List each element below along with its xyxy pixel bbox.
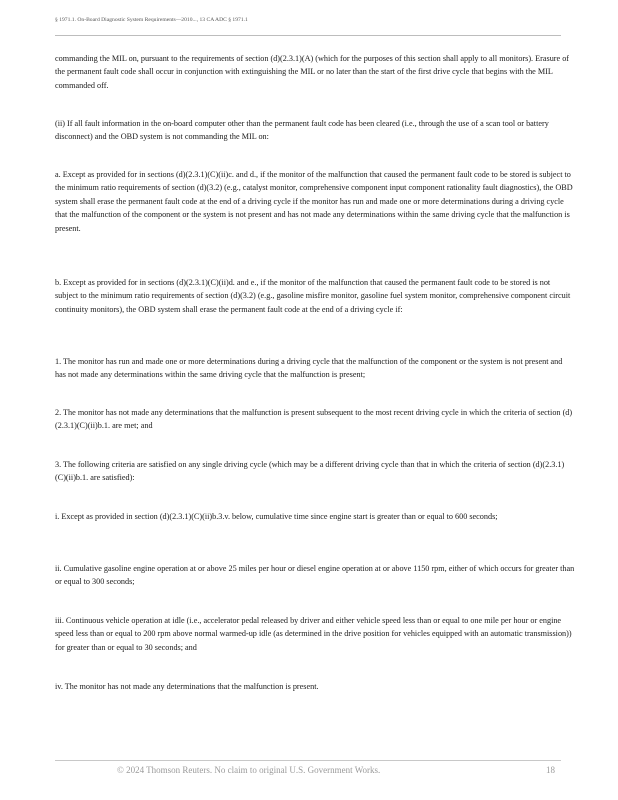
paragraph-mil-erasure: commanding the MIL on, pursuant to the requirements of section (d)(2.3.1)(A) (which for the purposes of this section shall apply to all monitors). Erasure of the permanent fault code shall occur in conjunction with extinguishing the MIL or no later than the start of the first drive cycle that begins with the MIL commanded off.	[55, 54, 570, 90]
page-number: 18	[546, 765, 555, 775]
header-divider	[55, 35, 561, 36]
footer-copyright: © 2024 Thomson Reuters. No claim to original U.S. Government Works.	[117, 765, 381, 775]
paragraph-item-3: 3. The following criteria are satisfied on any single driving cycle (which may be a different driving cycle than that in which the criteria of section (d)(2.3.1)(C)(ii)b.1. are satisfied):	[55, 460, 565, 483]
footer-divider	[55, 760, 561, 761]
paragraph-item-a: a. Except as provided for in sections (d)(2.3.1)(C)(ii)c. and d., if the monitor of the malfunction that caused the permanent fault code to be stored is subject to the minimum ratio requirements of section (d)(3.2) (e.g., catalyst monitor, comprehensive component input component rationality fault diagnostics), the OBD system shall erase the permanent fault code at the end of a driving cycle if the monitor has run and made one or more determinations during a driving cycle that the malfunction of the component or the system is not present and has not made any determinations within the same driving cycle that the malfunction is present.	[55, 170, 573, 233]
paragraph-item-ii-cumulative: ii. Cumulative gasoline engine operation at or above 25 miles per hour or diesel engine operation at or above 1150 rpm, either of which occurs for greater than or equal to 300 seconds;	[55, 564, 575, 587]
paragraph-item-ii: (ii) If all fault information in the on-board computer other than the permanent fault code has been cleared (i.e., through the use of a scan tool or battery disconnect) and the OBD system is not commanding the MIL on:	[55, 119, 549, 142]
paragraph-item-b: b. Except as provided for in sections (d)(2.3.1)(C)(ii)d. and e., if the monitor of the malfunction that caused the permanent fault code to be stored is not subject to the minimum ratio requirements of section (d)(3.2) (e.g., gasoline misfire monitor, gasoline fuel system monitor, comprehensive component circuit continuity monitors), the OBD system shall erase the permanent fault code at the end of a driving cycle if:	[55, 278, 571, 314]
running-header: § 1971.1. On-Board Diagnostic System Requirements—2010..., 13 CA ADC § 1971.1	[55, 17, 248, 23]
paragraph-item-iii: iii. Continuous vehicle operation at idle (i.e., accelerator pedal released by driver and either vehicle speed less than or equal to one mile per hour or engine speed less than or equal to 200 rpm above normal warmed-up idle (as determined in the drive position for vehicles equipped with an automatic transmission)) for greater than or equal to 30 seconds; and	[55, 616, 572, 652]
paragraph-item-iv: iv. The monitor has not made any determinations that the malfunction is present.	[55, 682, 319, 691]
paragraph-item-i: i. Except as provided in section (d)(2.3.1)(C)(ii)b.3.v. below, cumulative time since engine start is greater than or equal to 600 seconds;	[55, 512, 498, 521]
paragraph-item-1: 1. The monitor has run and made one or more determinations during a driving cycle that the malfunction of the component or the system is not present and has not made any determinations within the same driving cycle that the malfunction is present;	[55, 357, 563, 380]
paragraph-item-2: 2. The monitor has not made any determinations that the malfunction is present subsequent to the most recent driving cycle in which the criteria of section (d)(2.3.1)(C)(ii)b.1. are met; and	[55, 408, 573, 431]
